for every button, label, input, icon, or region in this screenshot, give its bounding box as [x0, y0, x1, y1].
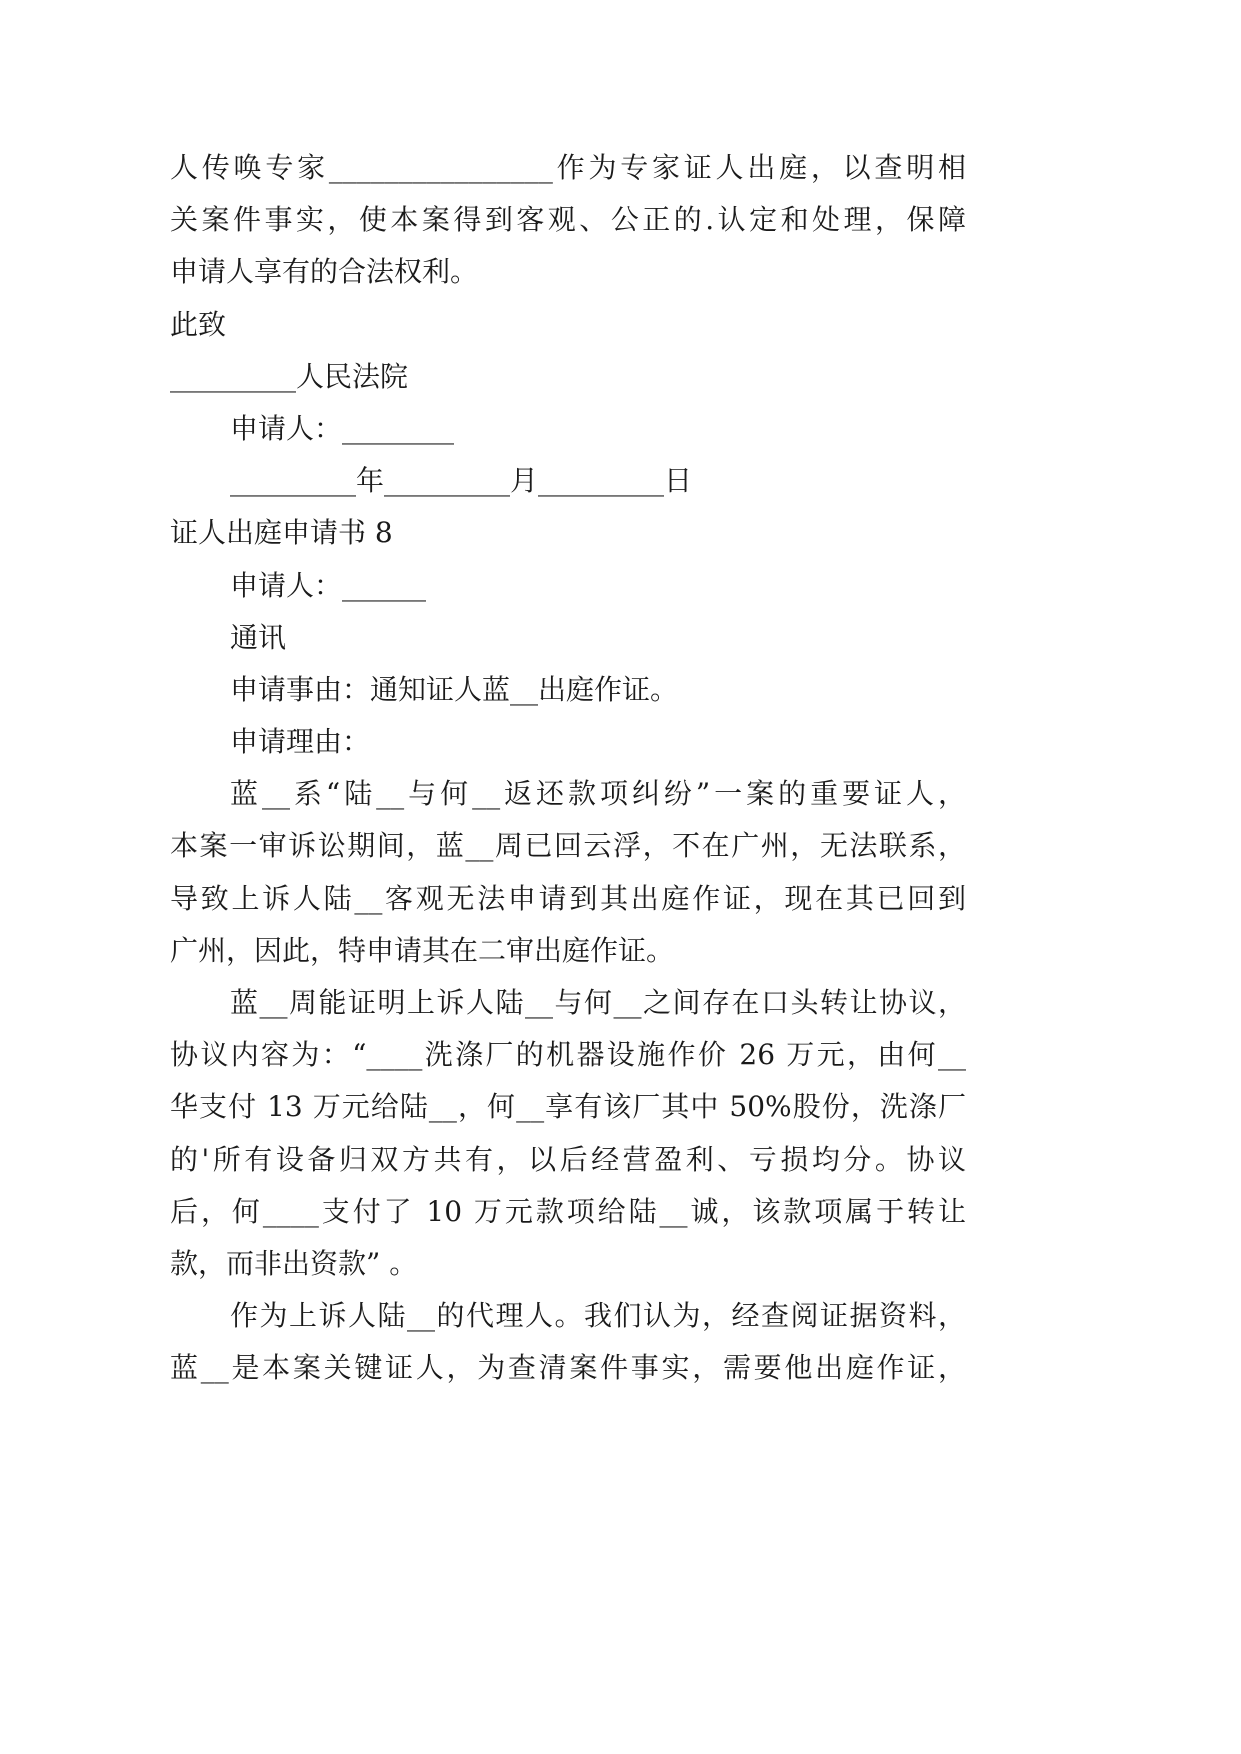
paragraph-line: 协议内容为：“____洗涤厂的机器设施作价 26 万元，由何__: [170, 1038, 966, 1072]
application-matter: 申请事由：通知证人蓝__出庭作证。: [230, 672, 679, 706]
paragraph-line: 的'所有设备归双方共有，以后经营盈利、亏损均分。协议: [170, 1142, 966, 1176]
paragraph-line: 本案一审诉讼期间，蓝__周已回云浮，不在广州，无法联系，: [170, 829, 966, 863]
address-field: 通讯: [230, 620, 287, 654]
date-line: _________年_________月_________日: [230, 464, 693, 498]
court-name: _________人民法院: [170, 359, 409, 393]
applicant-field: 申请人：______: [230, 568, 427, 602]
applicant-signature: 申请人：________: [230, 411, 455, 445]
paragraph-line: 蓝__周能证明上诉人陆__与何__之间存在口头转让协议，: [230, 986, 966, 1019]
section-title: 证人出庭申请书 8: [170, 516, 393, 550]
paragraph-line: 华支付 13 万元给陆__，何__享有该厂其中 50%股份，洗涤厂: [170, 1090, 966, 1124]
reasons-heading: 申请理由：: [230, 725, 371, 759]
paragraph-line: 蓝__系“陆__与何__返还款项纠纷”一案的重要证人，: [230, 777, 966, 811]
paragraph-line: 蓝__是本案关键证人，为查清案件事实，需要他出庭作证，: [170, 1351, 966, 1385]
paragraph-line: 导致上诉人陆__客观无法申请到其出庭作证，现在其已回到: [170, 881, 966, 915]
paragraph-line: 作为上诉人陆__的代理人。我们认为，经查阅证据资料，: [230, 1299, 966, 1333]
paragraph-line: 后，何____支付了 10 万元款项给陆__诚，该款项属于转让: [170, 1194, 966, 1228]
paragraph-line: 人传唤专家________________作为专家证人出庭，以查明相: [170, 151, 966, 184]
salutation: 此致: [170, 307, 227, 341]
paragraph-line: 广州，因此，特申请其在二审出庭作证。: [170, 933, 675, 967]
document-page: [170, 146, 966, 1399]
paragraph-line: 款，而非出资款” 。: [170, 1246, 418, 1280]
paragraph-line: 关案件事实，使本案得到客观、公正的.认定和处理，保障: [170, 203, 966, 237]
paragraph-line: 申请人享有的合法权利。: [170, 255, 479, 289]
